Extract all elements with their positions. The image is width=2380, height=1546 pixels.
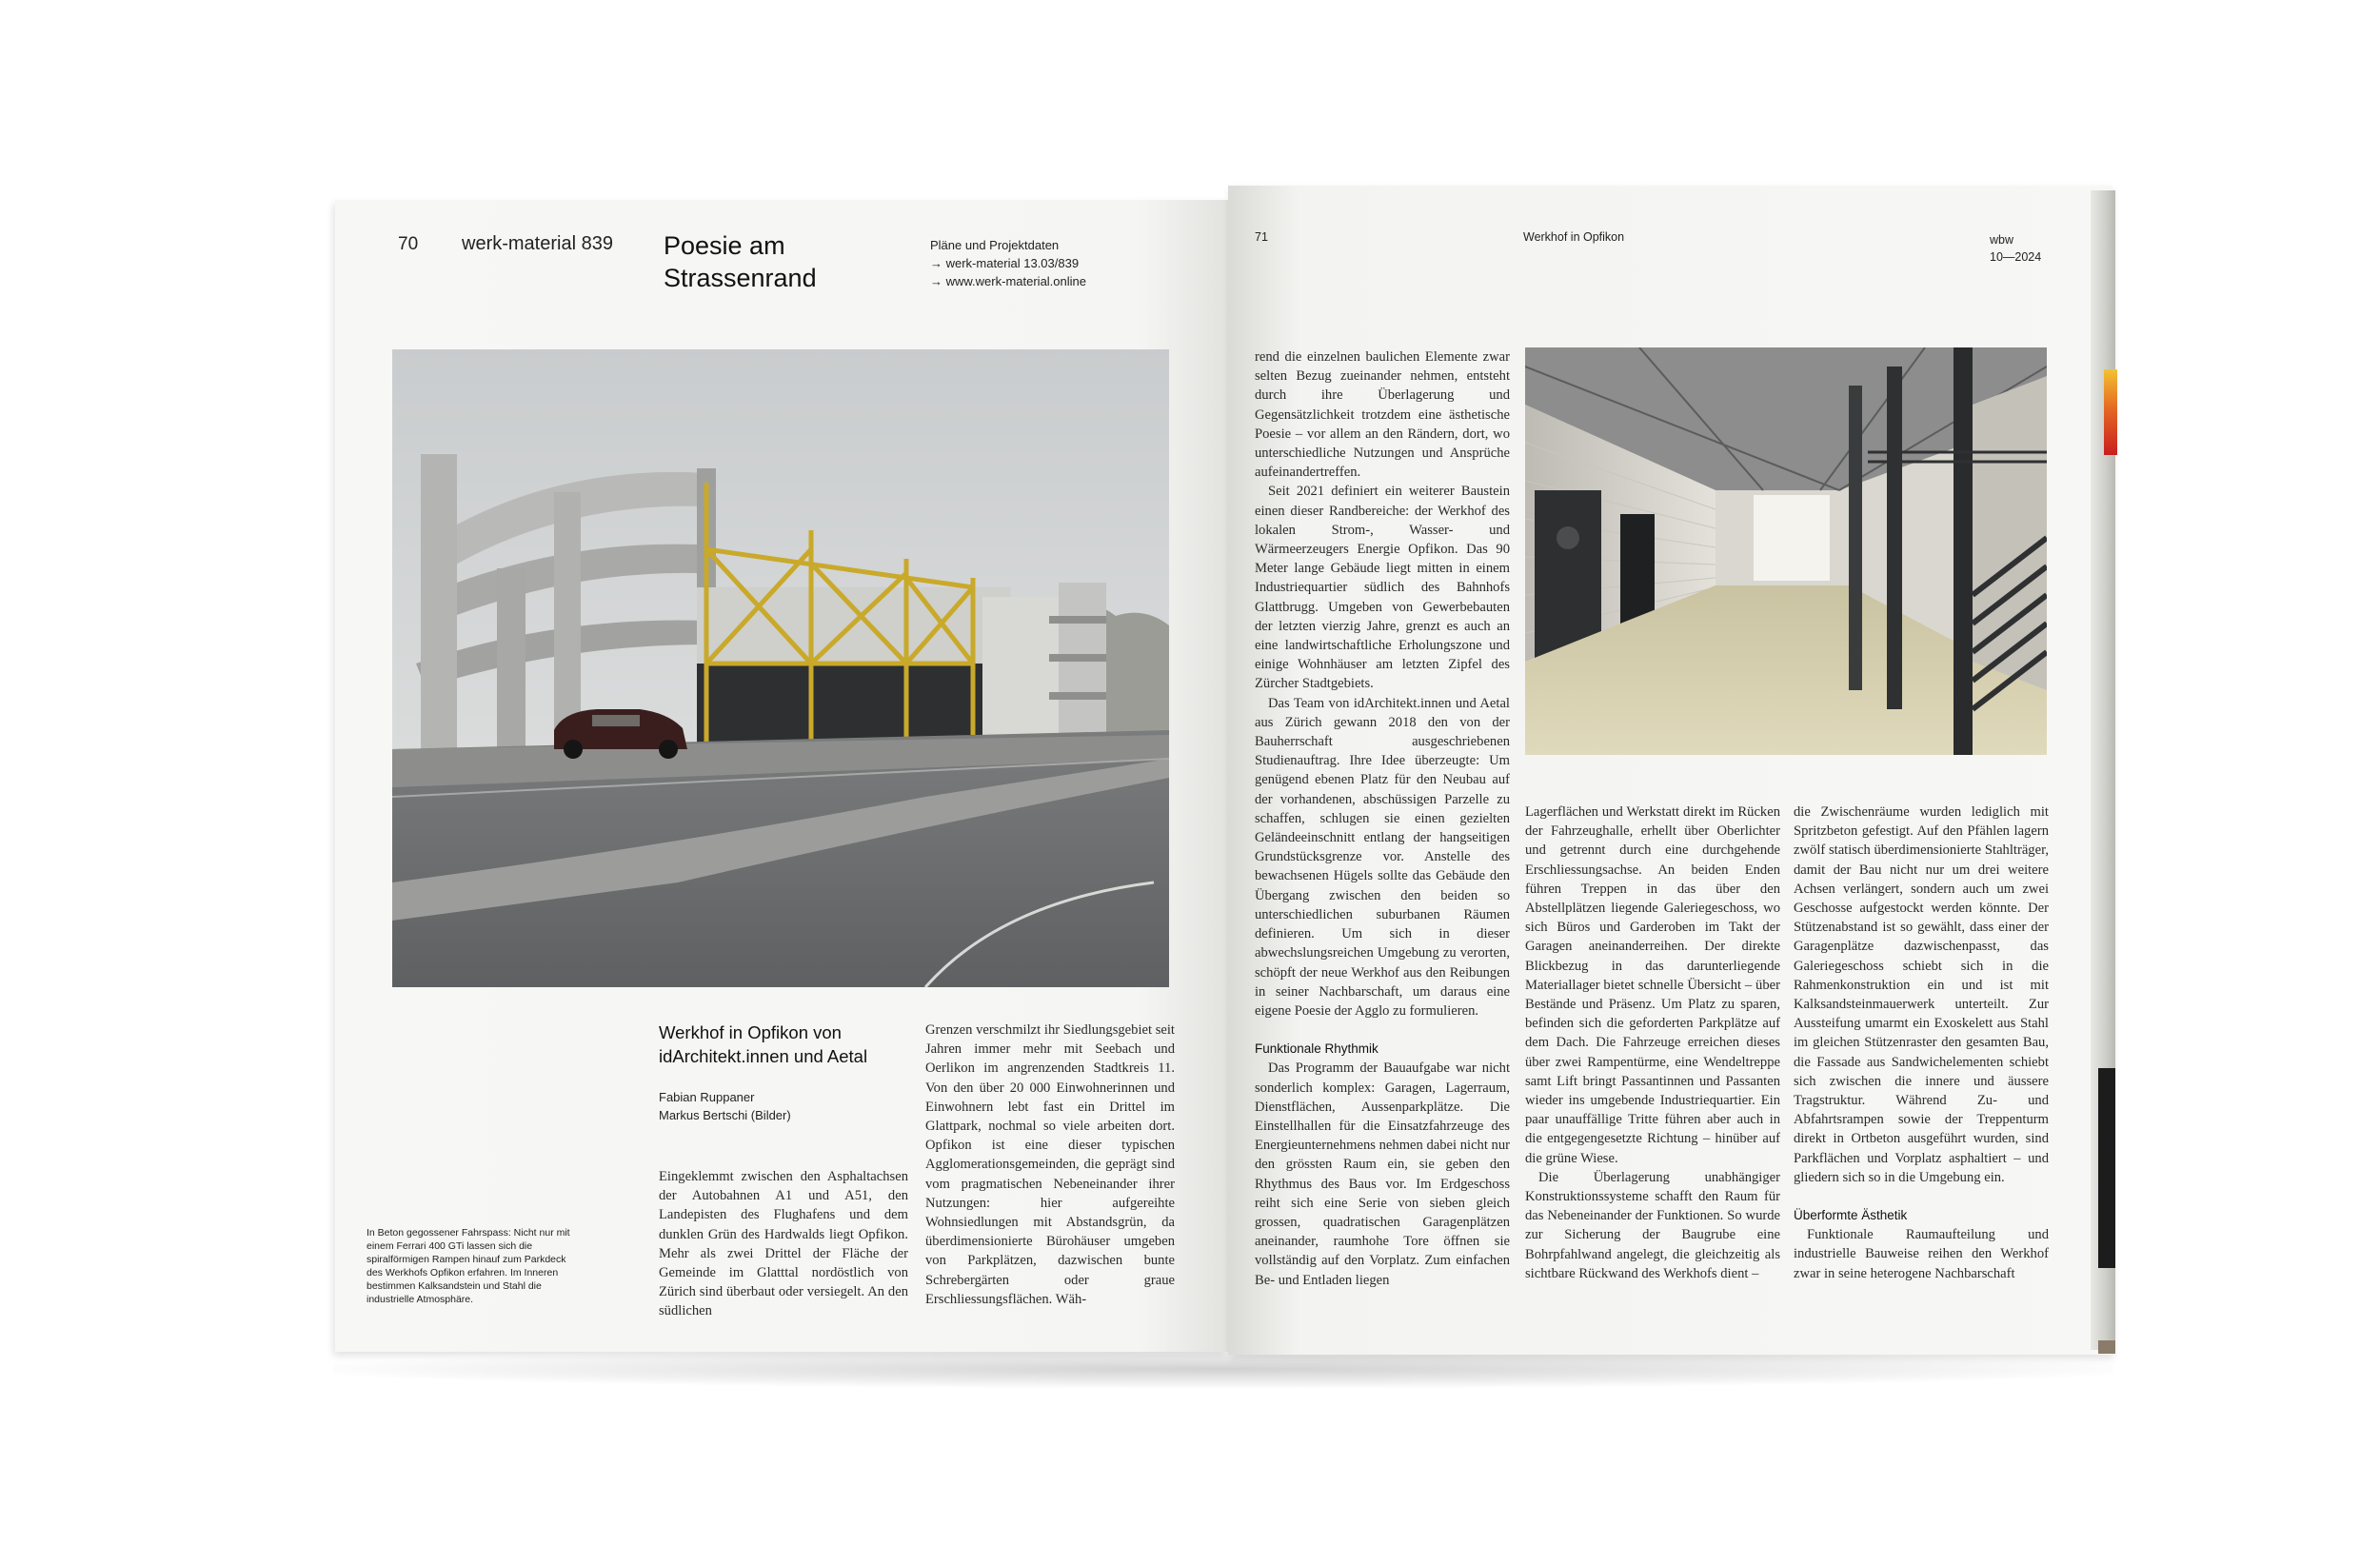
paragraph: Eingeklemmt zwischen den Asphaltachsen der Autobahnen A1 und A51, den Landepisten des Flughafens und dem dunklen Grün des Hardwalds liegt Opfikon. Mehr als zwei Drittel der Fläche der Gemeinde im Glatttal nordöstlich von Zürich sind überbaut oder versiegelt. An den südlichen xyxy=(659,1169,908,1319)
left-page xyxy=(335,200,1228,1352)
paragraph: Das Team von idArchitekt.innen und Aetal aus Zürich gewann 2018 den von der Bauherrschaft ausgeschriebenen Studienauftrag. Ihre Idee überzeugte: Um genügend ebenen Platz für den Neubau auf der vorhandenen, abschüssigen Parzelle zu schaffen, schlugen sie einen gezielten Geländeeinschnitt entlang der hangseitigen Grundstücksgrenze vor. Anstelle des bewachsenen Hügels sollte das Gebäude den Übergang zwischen den beiden so unterschiedlichen suburbanen Räumen definieren. Um sich in dieser abwechslungsreichen Umgebung zu verorten, schöpft der neue Werkhof aus den Reibungen in seiner Nachbarschaft, um daraus eine eigene Poesie der Agglo zu formulieren. xyxy=(1255,695,1510,1019)
issue-label: wbw 10—2024 xyxy=(1990,233,2042,264)
right-page xyxy=(1228,186,2112,1355)
color-tab-red xyxy=(2104,369,2117,455)
paragraph: Lagerflächen und Werkstatt direkt im Rücken der Fahrzeughalle, erhellt über Oberlichter und getrennt durch eine durchgehende Erschliessungsachse. An beiden Enden führen Treppen in das über den Abstellplätzen liegende Galeriegeschoss, wo sich Büros und Garderoben im Takt der Garagen aneinanderreihen. Der direkte Blickbezug in das darunterliegende Materiallager bietet schnelle Übersicht – über Bestände und Präsenz. Um Platz zu sparen, befinden sich die geforderten Parkplätze auf dem Dach. Die Fahrzeuge erreichen dieses über zwei Rampentürme, eine Wendeltreppe samt Lift bringt Passantinnen und Passanten wieder ins umgebende Industriequartier. Ein paar unauffällige Tritte führen aber auch in die entgegengesetzte Richtung – hinüber auf die grüne Wiese. xyxy=(1525,804,1780,1166)
meta-link-web[interactable]: → www.werk-material.online xyxy=(930,274,1086,288)
paragraph: Die Überlagerung unabhängiger Konstruktionssysteme schafft den Raum für das Nebeneinander der Funktionen. So wurde zur Sicherung der Baugrube eine Bohrpfahlwand angelegt, die gleichzeitig als sichtbare Rückwand des Werkhofs dient – xyxy=(1525,1169,1780,1281)
series-label: werk-material 839 xyxy=(462,233,613,254)
paragraph: Das Programm der Bauaufgabe war nicht sonderlich komplex: Garagen, Lagerraum, Dienstflächen, Aussenparkplätze. Die Einstellhallen für die Einsatzfahrzeuge des Energieunternehmens nehmen dabei nicht nur den grössten Raum ein, sie geben den Rhythmus des Baus vor. Im Erdgeschoss reiht sich eine Serie von sieben gleich grossen, quadratischen Garagenplätzen aneinander, raumhohe Tore öffnen sie vollständig auf den Vorplatz. Zum einfachen Be- und Entladen liegen xyxy=(1255,1060,1511,1288)
page-number-left: 70 xyxy=(398,234,419,254)
left-col-2 xyxy=(925,1021,1175,1309)
color-tab-brown xyxy=(2098,1340,2115,1354)
right-col-2 xyxy=(1525,803,1780,1283)
photo-caption: In Beton gegossener Fahrspass: Nicht nur mit einem Ferrari 400 GTi lassen sich die spiralförmigen Rampen hinauf zum Parkdeck des Werkhofs Opfikon erfahren. Im Inneren bestimmen Kalksandstein und Stahl die industrielle Atmosphäre. xyxy=(367,1227,570,1305)
magazine-shadow xyxy=(333,1350,2113,1388)
subheading-funktionale-rhythmik: Funktionale Rhythmik xyxy=(1255,1041,1378,1057)
left-col-1 xyxy=(659,1167,908,1321)
right-col-3 xyxy=(1794,803,2049,1283)
page-number-right: 71 xyxy=(1255,230,1268,244)
byline xyxy=(659,1088,906,1124)
article-title: Werkhof in Opfikon von idArchitekt.innen und Aetal xyxy=(659,1022,868,1066)
paragraph: Grenzen verschmilzt ihr Siedlungsgebiet seit Jahren immer mehr mit Seebach und Oerlikon im angrenzenden Stadtkreis 11. Von den über 20 000 Einwohnerinnen und Einwohnern lebt fast ein Drittel im Glattpark, nochmal so viele arbeiten dort. Opfikon ist eine dieser typischen Agglomerationsgemeinden, die geprägt sind vom pragmatischen Nebeneinander ihrer Nutzungen: hier aufgereihte Wohnsiedlungen mit Abstandsgrün, da überdimensionierte Bürohäuser umgeben von Parkplätzen, dazwischen bunte Schrebergärten oder graue Erschliessungsflächen. Wäh- xyxy=(925,1022,1175,1307)
color-tab-black xyxy=(2098,1068,2115,1268)
meta-link-issue[interactable]: → werk-material 13.03/839 xyxy=(930,256,1080,270)
exterior-photo xyxy=(392,349,1169,987)
running-title: Werkhof in Opfikon xyxy=(1523,230,1625,244)
interior-photo xyxy=(1525,347,2047,755)
meta-plans: Pläne und Projektdaten xyxy=(930,238,1060,252)
page-headline: Poesie am Strassenrand xyxy=(664,231,817,292)
right-col-1 xyxy=(1255,347,1510,1290)
subheading-ueberformte-aesthetik: Überformte Ästhetik xyxy=(1794,1208,1908,1223)
author: Fabian Ruppaner xyxy=(659,1090,755,1104)
paragraph: rend die einzelnen baulichen Elemente zwar selten Bezug zueinander nehmen, entsteht durch ihre Überlagerung und Gegensätzlichkeit trotzdem eine ästhetische Poesie – vor allem an den Rändern, dort, wo unterschiedliche Nutzungen und Ansprüche aufeinandertreffen. xyxy=(1255,349,1510,481)
paragraph: Seit 2021 definiert ein weiterer Baustein einen dieser Randbereiche: der Werkhof des lokalen Strom-, Wasser- und Wärmeerzeugers Energie Opfikon. Das 90 Meter lange Gebäude liegt mitten in einem Industriequartier südlich des Bahnhofs Glattbrugg. Umgeben von Gewerbebauten der letzten vierzig Jahre, grenzt es auch an eine landwirtschaftliche Erholungszone und einige Wohnhäuser am letzten Zipfel des Zürcher Stadtgebiets. xyxy=(1255,484,1510,692)
photographer: Markus Bertschi (Bilder) xyxy=(659,1108,791,1122)
project-meta xyxy=(930,236,1086,290)
paragraph: Funktionale Raumaufteilung und industrielle Bauweise reihen den Werkhof zwar in seine heterogene Nachbarschaft xyxy=(1794,1227,2049,1281)
paragraph: die Zwischenräume wurden lediglich mit Spritzbeton gefestigt. Auf den Pfählen lagern zwölf statisch überdimensionierte Stahlträger, damit der Bau nicht nur um drei weitere Achsen verlängert, sondern auch um zwei Geschosse aufgestockt werden könnte. Der Stützenabstand ist so gewählt, dass einer der Garagenplätze dazwischenpasst, das Galeriegeschoss schiebt sich in die Rahmenkonstruktion ein und ist mit Kalksandsteinmauerwerk unterteilt. Zur Aussteifung umarmt ein Exoskelett aus Stahl im gleichen Stützenraster den gesamten Bau, die Fassade aus Sandwichelementen schiebt sich zwischen die innere und äussere Tragstruktur. Während Zu- und Abfahrtsrampen sowie der Treppenturm direkt in Ortbeton ausgeführt wurden, sind Parkflächen und Vorplatz asphaltiert – und gliedern sich so in die Umgebung ein. xyxy=(1794,804,2049,1185)
